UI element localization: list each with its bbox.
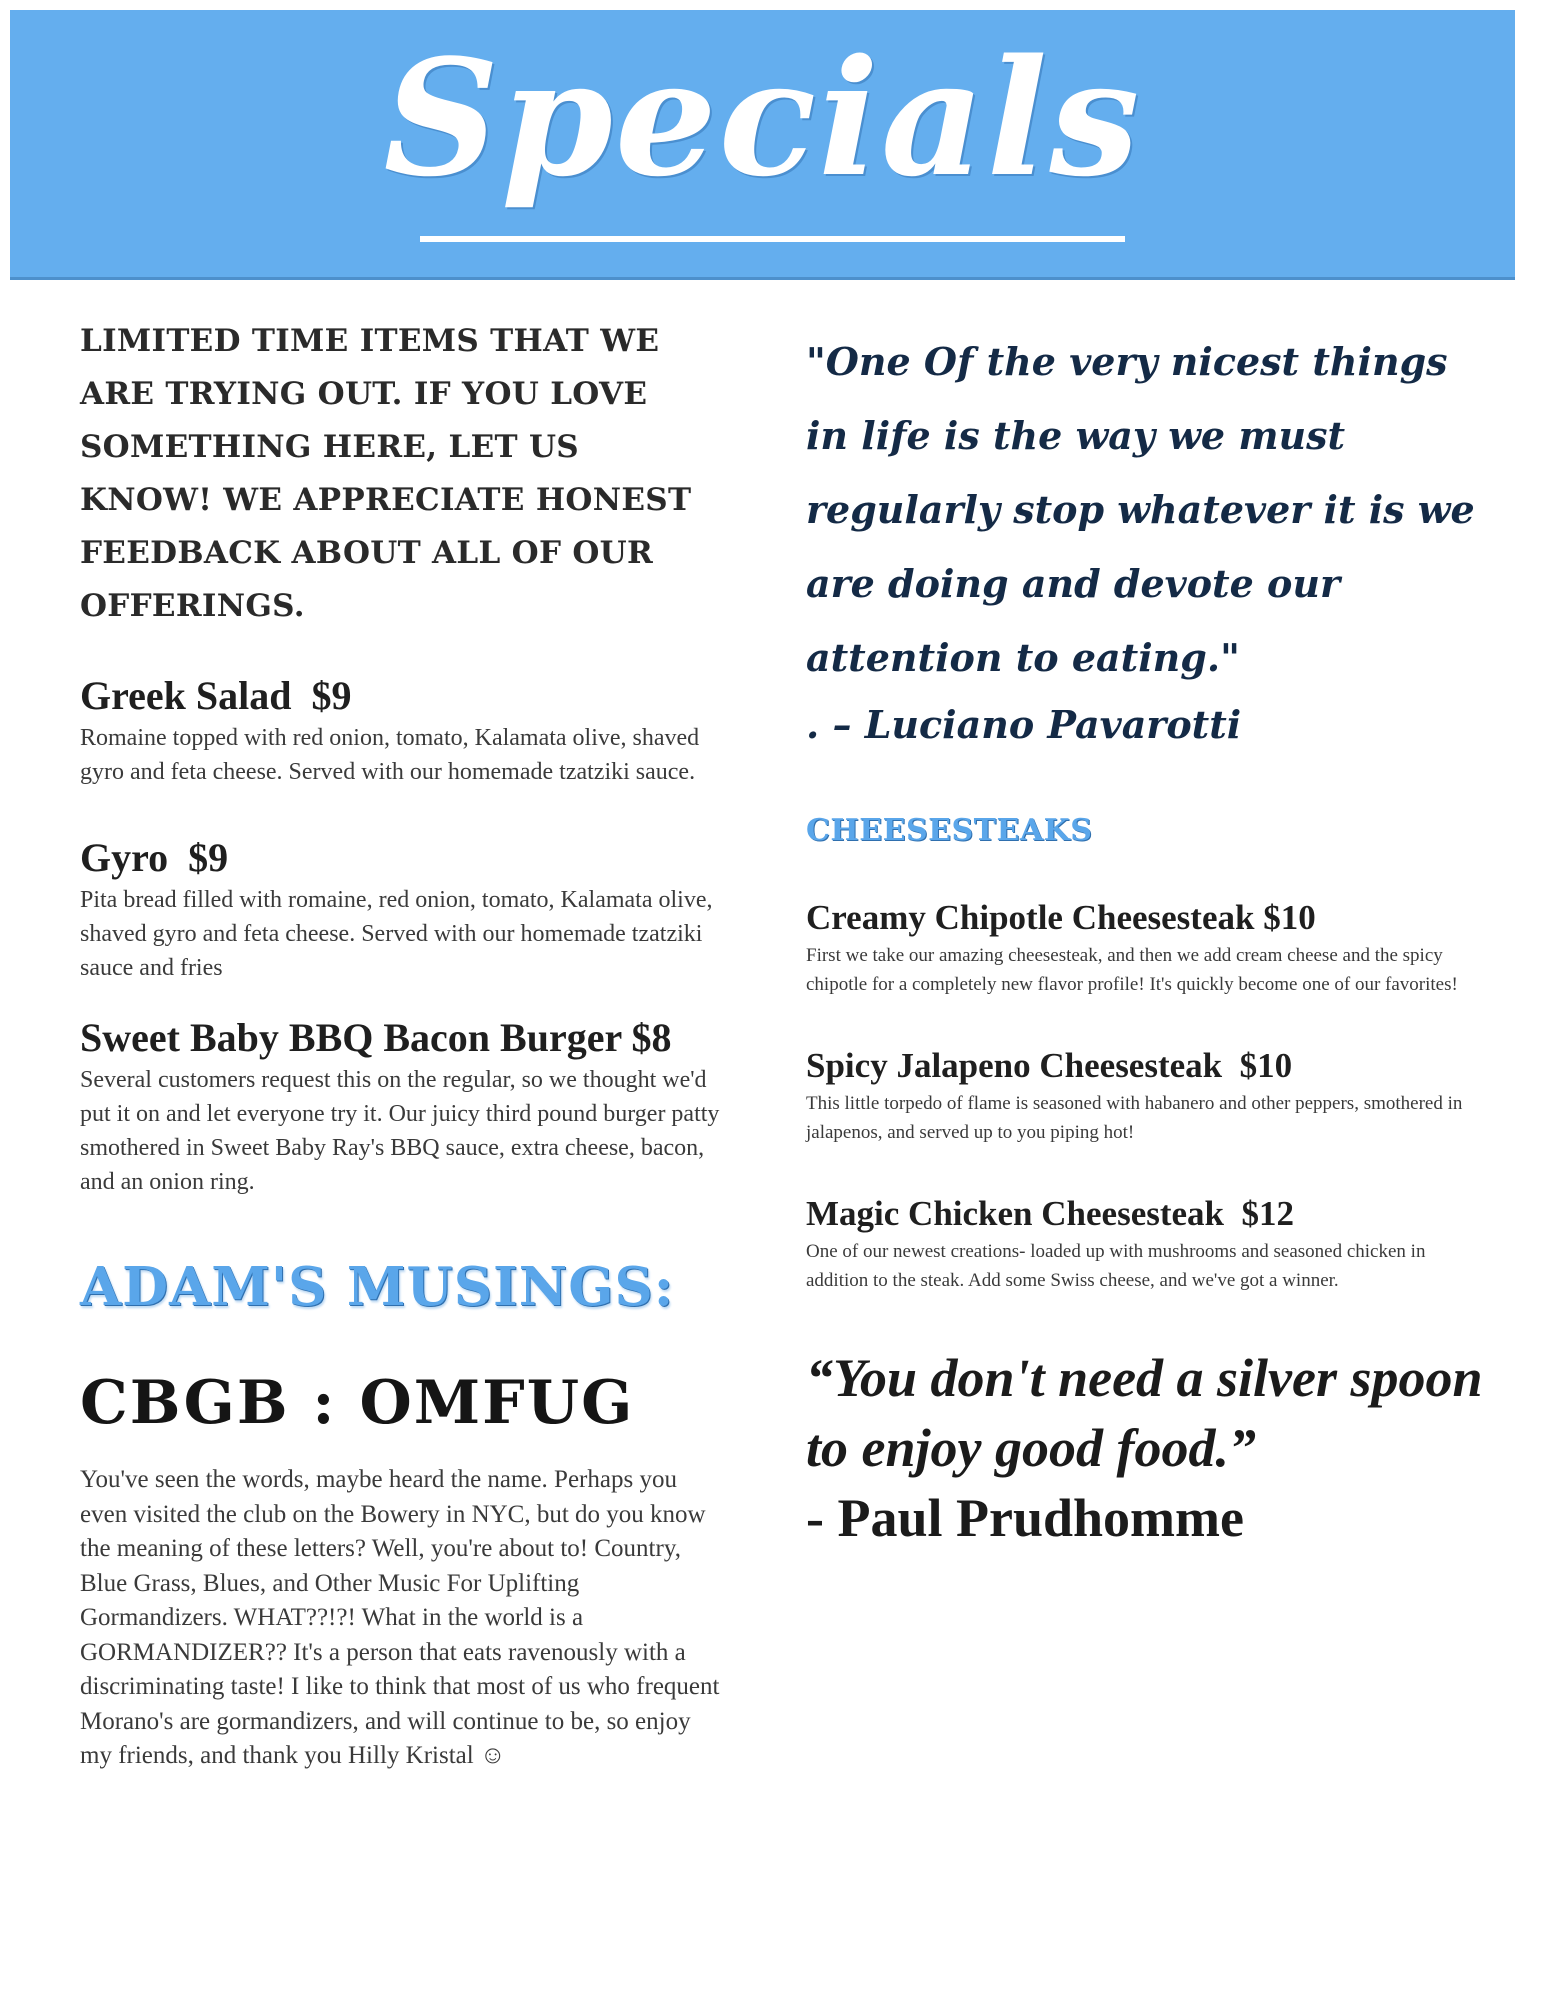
- menu-item: [806, 897, 1486, 999]
- item-description: One of our newest creations- loaded up with mushrooms and seasoned chicken in addition to the steak. Add some Swiss cheese, and we've got a winner.: [806, 1241, 1426, 1291]
- item-name: Sweet Baby BBQ Bacon Burger $8: [80, 1015, 672, 1060]
- quote-text: “You don't need a silver spoon to enjoy good food.”: [806, 1348, 1483, 1478]
- item-description: First we take our amazing cheesesteak, and then we add cream cheese and the spicy chipotle for a completely new flavor profile! It's quickly become one of our favorites!: [806, 945, 1458, 995]
- musings-text: You've seen the words, maybe heard the name. Perhaps you even visited the club on the Bowery in NYC, but do you know the meaning of these letters? Well, you're about to! Country, Blue Grass, Blues, and Other Music For Uplifting Gormandizers. WHAT??!?! What in the world is a GORMANDIZER?? It's a person that eats ravenously with a discriminating taste! I like to think that most of us who frequent Morano's are gormandizers, and will continue to be, so enjoy my friends, and thank you Hilly Kristal ☺: [80, 1466, 720, 1769]
- quote-text: "One Of the very nicest things in life is the way we must regularly stop whatever it is we are doing and devote our attention to eating.": [806, 339, 1475, 680]
- item-name: Spicy Jalapeno Cheesesteak $10: [806, 1046, 1293, 1085]
- specials-banner: [10, 10, 1515, 280]
- item-description: Romaine topped with red onion, tomato, Kalamata olive, shaved gyro and feta cheese. Served with our homemade tzatziki sauce.: [80, 725, 700, 785]
- cheesesteaks-heading: CHEESESTEAKS: [806, 813, 1093, 848]
- quote-author: - Paul Prudhomme: [806, 1488, 1244, 1548]
- menu-item: [80, 835, 720, 985]
- left-column: [80, 315, 720, 1774]
- pavarotti-quote: [806, 325, 1486, 755]
- item-description: This little torpedo of flame is seasoned with habanero and other peppers, smothered in jalapenos, and served up to you piping hot!: [806, 1093, 1463, 1143]
- prudhomme-quote: [806, 1343, 1486, 1553]
- item-name: Magic Chicken Cheesesteak $12: [806, 1194, 1295, 1233]
- cheesesteaks-section: [806, 811, 1486, 1295]
- item-name: Gyro $9: [80, 835, 229, 880]
- musings-title: CBGB : OMFUG: [80, 1368, 635, 1438]
- item-name: Creamy Chipotle Cheesesteak $10: [806, 898, 1316, 937]
- menu-item: [80, 673, 720, 789]
- menu-item: [806, 1193, 1486, 1295]
- musings-section: [80, 1255, 720, 1774]
- menu-item: [806, 1045, 1486, 1147]
- item-name: Greek Salad $9: [80, 673, 352, 718]
- musings-heading: ADAM'S MUSINGS:: [80, 1256, 675, 1318]
- item-description: Several customers request this on the regular, so we thought we'd put it on and let everyone try it. Our juicy third pound burger patty smothered in Sweet Baby Ray's BBQ sauce, extra cheese, bacon, and an onion ring.: [80, 1067, 720, 1195]
- menu-item: [80, 1015, 720, 1199]
- right-column: [806, 325, 1486, 1553]
- quote-author: . – Luciano Pavarotti: [806, 702, 1242, 747]
- item-description: Pita bread filled with romaine, red onion, tomato, Kalamata olive, shaved gyro and feta cheese. Served with our homemade tzatziki sauce and fries: [80, 887, 713, 981]
- banner-title: Specials: [383, 24, 1142, 212]
- banner-underline: [420, 236, 1125, 242]
- intro-text: LIMITED TIME ITEMS THAT WE ARE TRYING OUT. IF YOU LOVE SOMETHING HERE, LET US KNOW! WE APPRECIATE HONEST FEEDBACK ABOUT ALL OF OUR OFFERINGS.: [80, 323, 692, 624]
